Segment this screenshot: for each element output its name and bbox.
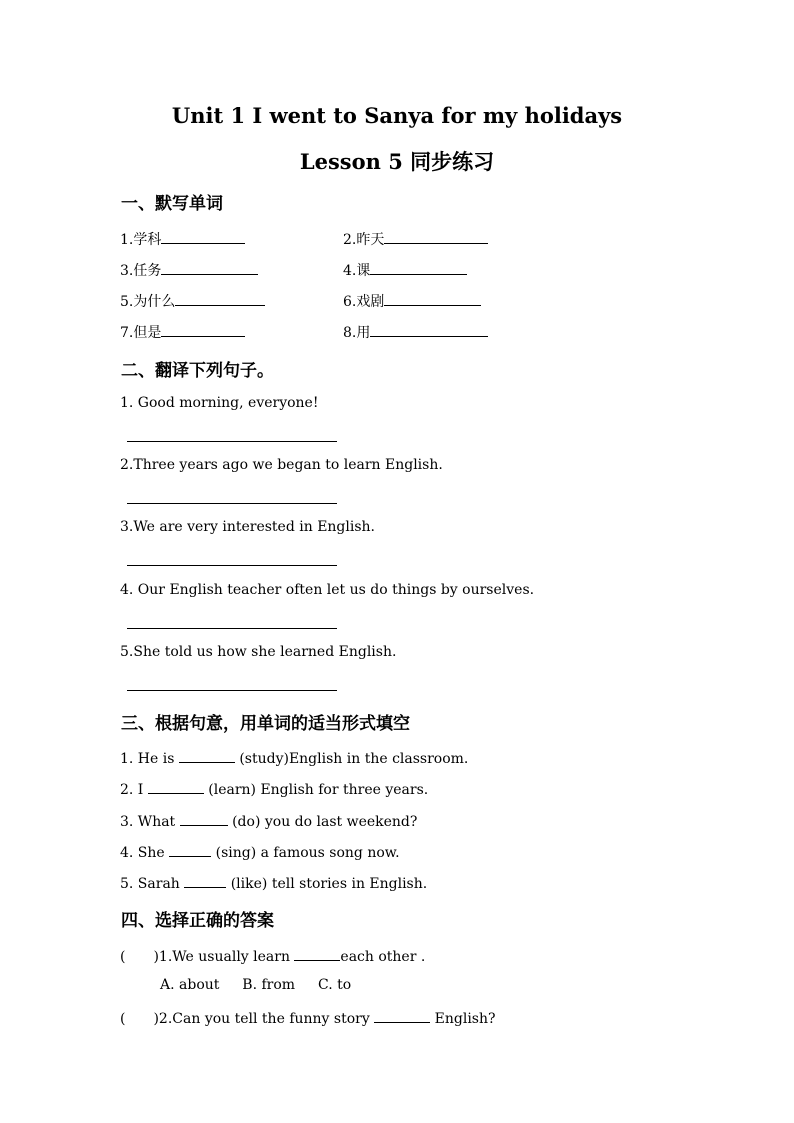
sentence-item: 1. Good morning, everyone! (120, 395, 319, 411)
choice-question: ( )2.Can you tell the funny story English? (120, 1008, 496, 1027)
word-item: 2.昨天 (343, 229, 488, 249)
page-title: Unit 1 I went to Sanya for my holidays (171, 103, 623, 128)
sentence-item: 3.We are very interested in English. (120, 519, 376, 535)
answer-blank[interactable] (180, 811, 228, 826)
choice-question: ( )1.We usually learn each other . (120, 946, 425, 965)
section1-heading: 一、默写单词 (121, 194, 223, 214)
page-subtitle: Lesson 5 同步练习 (299, 149, 495, 174)
word-item: 8.用 (343, 322, 488, 342)
answer-blank[interactable] (374, 1008, 430, 1023)
option-a[interactable]: A. about (160, 977, 220, 993)
section3-heading: 三、根据句意，用单词的适当形式填空 (121, 714, 410, 734)
answer-blank[interactable] (370, 260, 467, 275)
answer-blank[interactable] (184, 873, 226, 888)
fill-item: 4. She (sing) a famous song now. (120, 842, 400, 861)
option-b[interactable]: B. from (242, 977, 296, 993)
word-item: 5.为什么 (120, 291, 265, 311)
section2-heading: 二、翻译下列句子。 (121, 361, 274, 381)
word-item: 4.课 (343, 260, 467, 280)
answer-blank[interactable] (169, 842, 211, 857)
choice-options (160, 977, 351, 993)
sentence-item: 2.Three years ago we began to learn English. (120, 457, 443, 473)
option-c[interactable]: C. to (317, 977, 352, 993)
answer-blank[interactable] (370, 322, 488, 337)
answer-blank[interactable] (294, 946, 340, 961)
answer-line[interactable] (127, 441, 337, 442)
fill-item: 1. He is (study)English in the classroom. (120, 748, 468, 767)
answer-line[interactable] (127, 690, 337, 691)
answer-blank[interactable] (384, 291, 481, 306)
answer-blank[interactable] (148, 779, 204, 794)
word-item: 6.戏剧 (343, 291, 481, 311)
answer-line[interactable] (127, 628, 337, 629)
answer-blank[interactable] (175, 291, 265, 306)
answer-blank[interactable] (384, 229, 488, 244)
answer-blank[interactable] (179, 748, 235, 763)
sentence-item: 5.She told us how she learned English. (120, 644, 397, 660)
answer-line[interactable] (127, 503, 337, 504)
word-item: 7.但是 (120, 322, 245, 342)
answer-blank[interactable] (161, 260, 258, 275)
sentence-item: 4. Our English teacher often let us do things by ourselves. (120, 582, 535, 598)
answer-line[interactable] (127, 565, 337, 566)
word-item: 1.学科 (120, 229, 245, 249)
fill-item: 2. I (learn) English for three years. (120, 779, 428, 798)
section4-heading: 四、选择正确的答案 (121, 911, 274, 931)
word-item: 3.任务 (120, 260, 258, 280)
answer-blank[interactable] (161, 229, 245, 244)
answer-blank[interactable] (161, 322, 245, 337)
fill-item: 3. What (do) you do last weekend? (120, 811, 417, 830)
fill-item: 5. Sarah (like) tell stories in English. (120, 873, 427, 892)
